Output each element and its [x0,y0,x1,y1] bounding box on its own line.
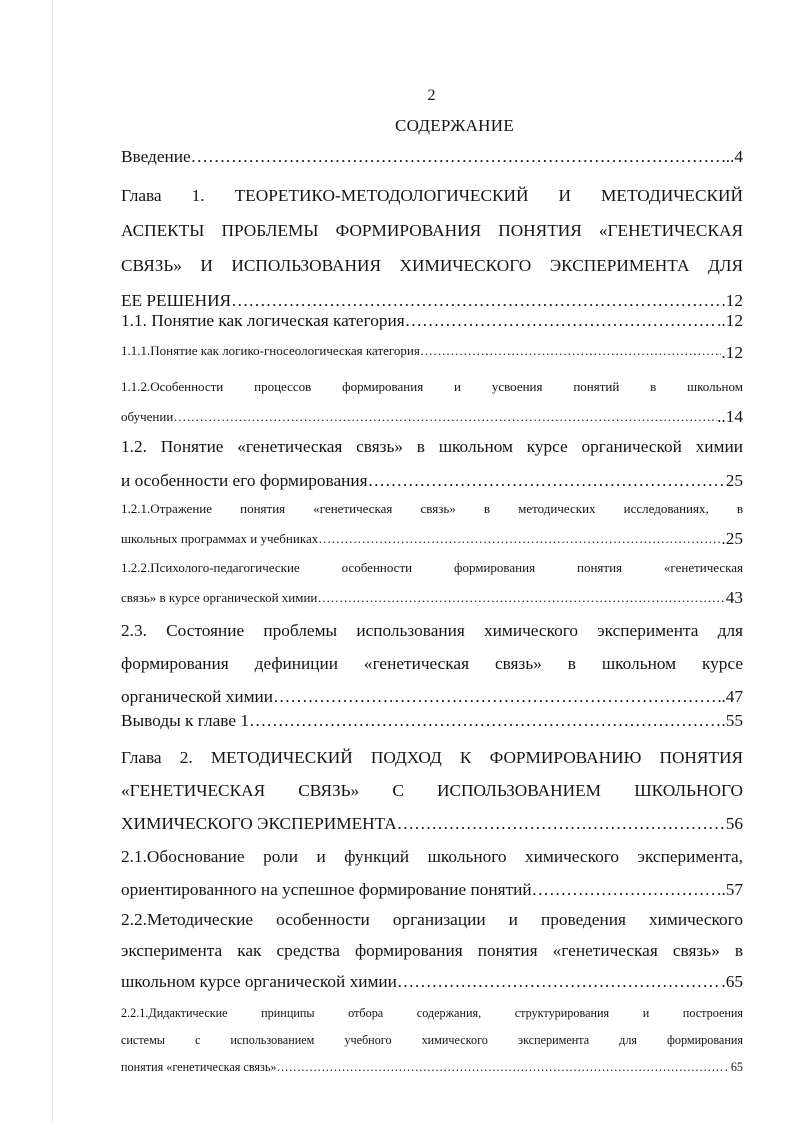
dot-leader [173,402,717,432]
toc-entry-line: Глава 1. ТЕОРЕТИКО-МЕТОДОЛОГИЧЕСКИЙ И МЕТОДИЧЕСКИЙ [121,186,743,205]
toc-entry-line: 2.2.Методические особенности организации и проведения химического [121,910,743,929]
toc-entry-2-2-1[interactable] [121,1000,743,1081]
toc-entry-page: .47 [721,687,743,706]
dot-leader [397,807,726,840]
toc-entry-line: обучении [121,409,174,424]
dot-leader [397,966,721,997]
toc-entry-2-3[interactable] [121,614,743,713]
page-number: 2 [427,87,436,104]
toc-entry-line: СВЯЗЬ» И ИСПОЛЬЗОВАНИЯ ХИМИЧЕСКОГО ЭКСПЕРИМЕНТА ДЛЯ [121,256,743,275]
toc-entry-intro[interactable] [121,147,743,167]
toc-entry-page: . 65 [724,1060,743,1074]
toc-entry-chapter-1[interactable] [121,178,743,318]
dot-leader [273,680,721,713]
toc-entry-page: ..14 [717,407,743,426]
toc-entry-line: 1.2. Понятие «генетическая связь» в школьном курсе органической химии [121,437,743,456]
dot-leader [420,343,722,363]
dot-leader [532,873,717,906]
toc-entry-label: 1.1. Понятие как логическая категория [121,311,405,330]
toc-entry-line: эксперимента как средства формирования понятия «генетическая связь» в [121,941,743,960]
toc-entry-chapter-2[interactable] [121,741,743,840]
toc-entry-line: и особенности его формирования [121,471,368,490]
toc-entry-2-2[interactable] [121,904,743,997]
toc-entry-line: 2.3. Состояние проблемы использования химического эксперимента для [121,621,743,640]
dot-leader [191,147,722,167]
toc-entry-page: .25 [721,529,743,548]
toc-entry-1-1[interactable] [121,311,743,331]
toc-entry-1-2-2[interactable] [121,553,743,613]
page-title: СОДЕРЖАНИЕ [394,116,515,135]
toc-entry-1-2-1[interactable] [121,494,743,554]
toc-entry-line: «ГЕНЕТИЧЕСКАЯ СВЯЗЬ» С ИСПОЛЬЗОВАНИЕМ ШКОЛЬНОГО [121,781,743,800]
toc-entry-1-1-2[interactable] [121,372,743,432]
toc-entry-line: АСПЕКТЫ ПРОБЛЕМЫ ФОРМИРОВАНИЯ ПОНЯТИЯ «ГЕНЕТИЧЕСКАЯ [121,221,743,240]
toc-entry-1-1-1[interactable] [121,343,743,363]
dot-leader [249,711,721,731]
scan-left-edge [52,0,53,1122]
toc-entry-line: школьном курсе органической химии [121,972,397,991]
toc-entry-page: 43 [725,588,743,607]
toc-entry-label: 1.1.1.Понятие как логико-гносеологическая категория [121,343,420,358]
toc-entry-line: 1.1.2.Особенности процессов формирования и усвоения понятий в школьном [121,379,743,394]
toc-entry-1-2[interactable] [121,430,743,498]
dot-leader [318,524,721,554]
toc-entry-line: школьных программах и учебниках [121,531,319,546]
dot-leader [277,1054,725,1081]
toc-entry-line: ориентированного на успешное формирование понятий [121,880,532,899]
toc-entry-line: 1.2.1.Отражение понятия «генетическая связь» в методических исследованиях, в [121,501,743,516]
toc-entry-page: .65 [721,972,743,991]
dot-leader [368,464,726,498]
toc-entry-line: 2.2.1.Дидактические принципы отбора содержания, структурирования и построения [121,1006,743,1020]
toc-entry-page: ..57 [717,880,743,899]
toc-entry-page: .12 [721,343,743,362]
toc-entry-page: ...4 [721,147,743,166]
toc-entry-page: .55 [721,711,743,730]
toc-entry-line: связь» в курсе органической химии [121,590,318,605]
toc-entry-line: ЕЕ РЕШЕНИЯ [121,291,232,310]
toc-entry-2-1[interactable] [121,840,743,906]
dot-leader [317,583,725,613]
toc-entry-line: 2.1.Обоснование роли и функций школьного химического эксперимента, [121,847,743,866]
toc-entry-line: 1.2.2.Психолого-педагогические особенности формирования понятия «генетическая [121,560,743,575]
toc-entry-line: системы с использованием учебного химического эксперимента для формирования [121,1033,743,1047]
toc-entry-line: понятия «генетическая связь» [121,1060,277,1074]
toc-entry-line: ХИМИЧЕСКОГО ЭКСПЕРИМЕНТА [121,814,397,833]
toc-entry-page: 56 [725,814,743,833]
toc-entry-page: ..12 [717,311,743,330]
toc-entry-label: Введение [121,147,191,166]
dot-leader [405,311,717,331]
toc-entry-conclusions-1[interactable] [121,711,743,731]
toc-entry-line: Глава 2. МЕТОДИЧЕСКИЙ ПОДХОД К ФОРМИРОВАНИЮ ПОНЯТИЯ [121,748,743,767]
toc-entry-label: Выводы к главе 1 [121,711,249,730]
toc-entry-page: 25 [725,471,743,490]
toc-entry-line: формирования дефиниции «генетическая связь» в школьном курсе [121,654,743,673]
toc-entry-page: 12 [725,291,743,310]
toc-entry-line: органической химии [121,687,274,706]
